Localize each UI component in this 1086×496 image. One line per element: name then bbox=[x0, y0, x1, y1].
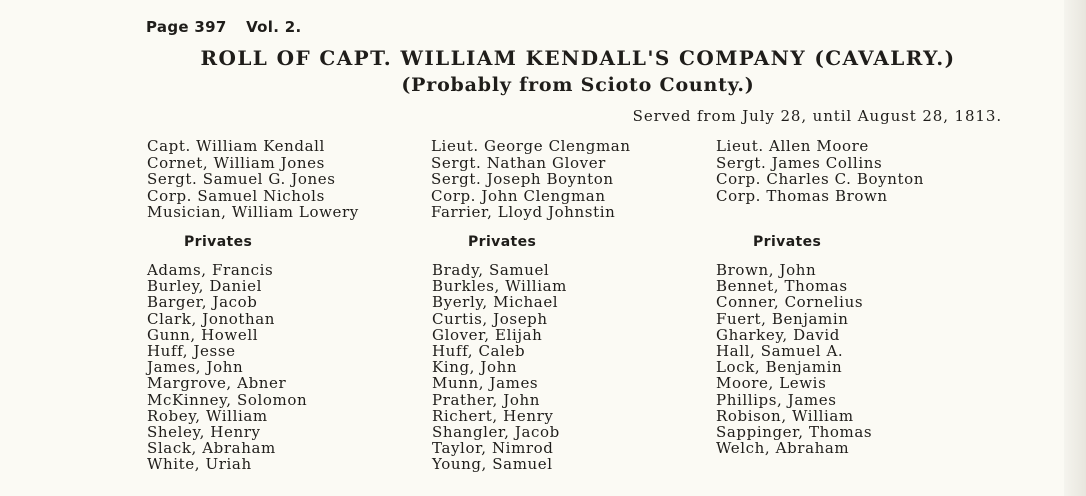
private-entry: Huff, Caleb bbox=[432, 342, 526, 361]
officer-entry: Sergt. Joseph Boynton bbox=[431, 170, 614, 189]
privates-heading-2: Privates bbox=[468, 234, 537, 250]
private-entry: Hall, Samuel A. bbox=[716, 342, 844, 361]
private-entry: Burkles, William bbox=[432, 277, 567, 296]
private-entry: Richert, Henry bbox=[432, 406, 554, 425]
officer-entry: Lieut. Allen Moore bbox=[716, 137, 869, 155]
private-entry: Brady, Samuel bbox=[432, 261, 550, 279]
private-entry: Margrove, Abner bbox=[147, 374, 287, 393]
private-entry: Moore, Lewis bbox=[716, 374, 827, 393]
private-entry: Welch, Abraham bbox=[716, 439, 850, 458]
privates-column-3 bbox=[716, 262, 872, 456]
officer-entry: Sergt. Samuel G. Jones bbox=[147, 170, 336, 189]
officer-entry: Sergt. Nathan Glover bbox=[431, 153, 606, 172]
private-entry: Clark, Jonothan bbox=[147, 309, 276, 328]
private-entry: Sappinger, Thomas bbox=[716, 423, 873, 442]
private-entry: Conner, Cornelius bbox=[716, 293, 864, 312]
officers-column-1 bbox=[147, 138, 359, 221]
private-entry: Gharkey, David bbox=[716, 325, 840, 344]
private-entry: Robison, William bbox=[716, 406, 854, 425]
officer-entry: Farrier, Lloyd Johnstin bbox=[431, 203, 616, 222]
private-entry: McKinney, Solomon bbox=[147, 390, 308, 409]
private-entry: Burley, Daniel bbox=[147, 277, 263, 296]
privates-heading-3: Privates bbox=[753, 234, 822, 250]
private-entry: Barger, Jacob bbox=[147, 293, 258, 312]
private-entry: Phillips, James bbox=[716, 390, 837, 409]
private-entry: Bennet, Thomas bbox=[716, 277, 848, 296]
private-entry: Prather, John bbox=[432, 390, 540, 409]
page-header bbox=[146, 18, 316, 36]
private-entry: James, John bbox=[147, 358, 244, 377]
private-entry: Slack, Abraham bbox=[147, 439, 276, 458]
volume-number: Vol. 2. bbox=[246, 18, 302, 36]
private-entry: Taylor, Nimrod bbox=[432, 439, 554, 458]
page-number: Page 397 bbox=[146, 18, 227, 36]
officer-entry: Capt. William Kendall bbox=[147, 137, 325, 155]
service-dates: Served from July 28, until August 28, 1813. bbox=[632, 107, 1002, 125]
private-entry: King, John bbox=[432, 358, 518, 377]
private-entry: Gunn, Howell bbox=[147, 325, 259, 344]
private-entry: Lock, Benjamin bbox=[716, 358, 843, 377]
private-entry: Curtis, Joseph bbox=[432, 309, 548, 328]
private-entry: Fuert, Benjamin bbox=[716, 309, 849, 328]
privates-column-2 bbox=[432, 262, 567, 473]
officer-entry: Corp. Thomas Brown bbox=[716, 186, 888, 205]
officer-entry: Musician, William Lowery bbox=[147, 203, 359, 222]
private-entry: Adams, Francis bbox=[147, 261, 274, 279]
document-subtitle: (Probably from Scioto County.) bbox=[401, 74, 755, 96]
officer-entry: Corp. John Clengman bbox=[431, 186, 606, 205]
private-entry: Robey, William bbox=[147, 406, 268, 425]
private-entry: Byerly, Michael bbox=[432, 293, 559, 312]
officers-column-2 bbox=[431, 138, 631, 221]
private-entry: Brown, John bbox=[716, 261, 817, 279]
private-entry: Glover, Elijah bbox=[432, 325, 543, 344]
privates-heading-1: Privates bbox=[184, 234, 253, 250]
private-entry: Shangler, Jacob bbox=[432, 423, 560, 442]
private-entry: Munn, James bbox=[432, 374, 539, 393]
officer-entry: Corp. Charles C. Boynton bbox=[716, 170, 924, 189]
privates-column-1 bbox=[147, 262, 307, 473]
private-entry: Young, Samuel bbox=[432, 455, 553, 474]
private-entry: White, Uriah bbox=[147, 455, 252, 474]
officer-entry: Cornet, William Jones bbox=[147, 153, 325, 172]
officer-entry: Lieut. George Clengman bbox=[431, 137, 631, 155]
private-entry: Sheley, Henry bbox=[147, 423, 261, 442]
private-entry: Huff, Jesse bbox=[147, 342, 236, 361]
officer-entry: Corp. Samuel Nichols bbox=[147, 186, 325, 205]
officers-column-3 bbox=[716, 138, 924, 204]
officer-entry: Sergt. James Collins bbox=[716, 153, 883, 172]
document-title: ROLL OF CAPT. WILLIAM KENDALL'S COMPANY (CAVALRY.) bbox=[200, 46, 956, 70]
